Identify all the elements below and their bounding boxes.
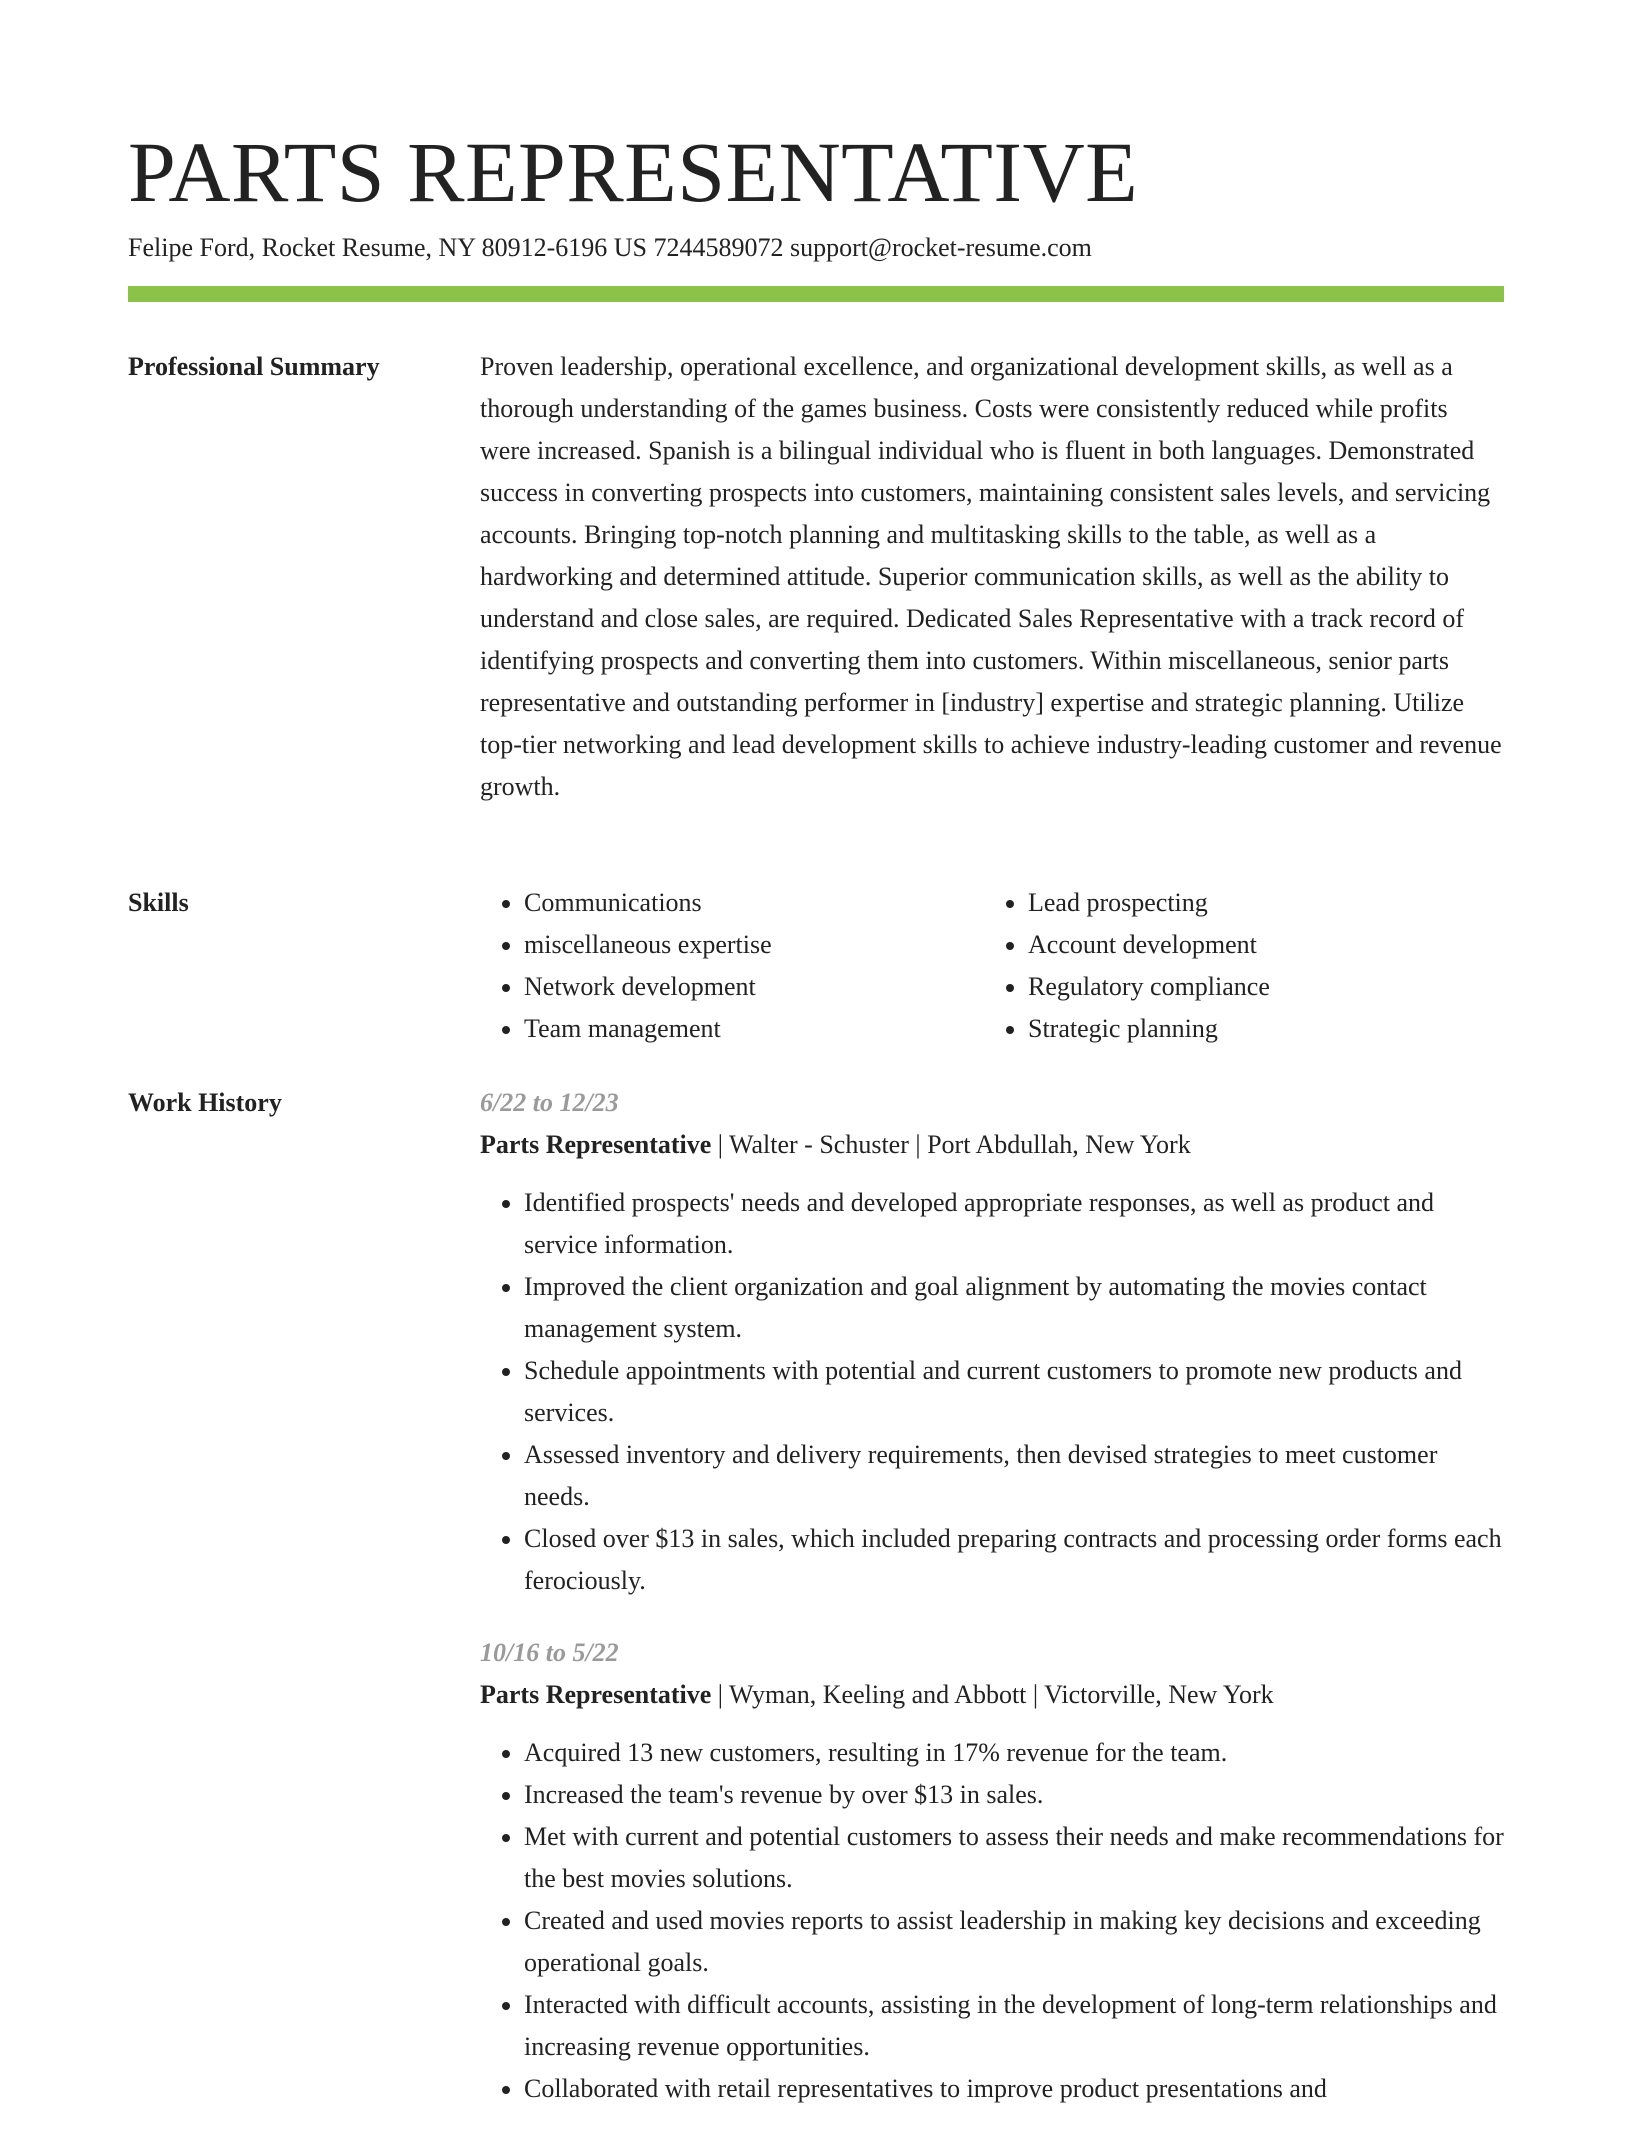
summary-text: Proven leadership, operational excellence, and organizational development skills, as well as a thorough understanding of the games business. Costs were consistently reduced while profits were increased. Spanish is a bilingual individual who is fluent in both languages. Demonstrated success in converting prospects into customers, maintaining consistent sales levels, and servicing accounts. Bringing top-notch planning and multitasking skills to the table, as well as a hardworking and determined attitude. Superior communication skills, as well as the ability to understand and close sales, are required. Dedicated Sales Representative with a track record of identifying prospects and converting them into customers. Within miscellaneous, senior parts representative and outstanding performer in [industry] expertise and strategic planning. Utilize top-tier networking and lead development skills to achieve industry-leading customer and revenue growth. bbox=[480, 352, 1502, 801]
job-title: Parts Representative bbox=[480, 1680, 712, 1709]
skill-item: • Lead prospecting bbox=[1028, 882, 1488, 924]
skill-item: • Regulatory compliance bbox=[1028, 966, 1488, 1008]
job-entry bbox=[480, 1082, 1504, 1602]
work-history-body bbox=[480, 1082, 1504, 2140]
job-entry bbox=[480, 1632, 1504, 2110]
job-heading bbox=[480, 1124, 1504, 1166]
summary-body bbox=[480, 346, 1504, 808]
job-dates: 6/22 to 12/23 bbox=[480, 1088, 619, 1117]
job-bullet: • Met with current and potential customers to assess their needs and make recommendations for the best movies solutions. bbox=[524, 1816, 1504, 1900]
job-dates: 10/16 to 5/22 bbox=[480, 1638, 619, 1667]
skill-item: • Network development bbox=[524, 966, 984, 1008]
summary-heading: Professional Summary bbox=[128, 352, 380, 381]
skill-item: • Strategic planning bbox=[1028, 1008, 1488, 1050]
job-bullet: • Assessed inventory and delivery requirements, then devised strategies to meet customer needs. bbox=[524, 1434, 1504, 1518]
skill-item: • miscellaneous expertise bbox=[524, 924, 984, 966]
skills-column-2 bbox=[984, 882, 1488, 1050]
job-employer-location: | Wyman, Keeling and Abbott | Victorville, New York bbox=[711, 1680, 1274, 1709]
skill-item: • Team management bbox=[524, 1008, 984, 1050]
skills-column-1 bbox=[480, 882, 984, 1050]
resume-title: PARTS REPRESENTATIVE bbox=[128, 124, 1139, 220]
job-bullet: • Collaborated with retail representatives to improve product presentations and bbox=[524, 2068, 1504, 2110]
job-bullet: • Schedule appointments with potential and current customers to promote new products and services. bbox=[524, 1350, 1504, 1434]
skills-body bbox=[480, 882, 1504, 1050]
job-bullet: • Closed over $13 in sales, which included preparing contracts and processing order forms each ferociously. bbox=[524, 1518, 1504, 1602]
job-bullet: • Increased the team's revenue by over $13 in sales. bbox=[524, 1774, 1504, 1816]
skill-item: • Communications bbox=[524, 882, 984, 924]
job-bullets bbox=[480, 1732, 1504, 2110]
job-employer-location: | Walter - Schuster | Port Abdullah, New York bbox=[711, 1130, 1191, 1159]
contact-line: Felipe Ford, Rocket Resume, NY 80912-6196 US 7244589072 support@rocket-resume.com bbox=[128, 233, 1092, 262]
job-heading bbox=[480, 1674, 1504, 1716]
job-bullet: • Acquired 13 new customers, resulting in 17% revenue for the team. bbox=[524, 1732, 1504, 1774]
job-bullets bbox=[480, 1182, 1504, 1602]
skills-heading: Skills bbox=[128, 888, 189, 917]
job-bullet: • Interacted with difficult accounts, assisting in the development of long-term relationships and increasing revenue opportunities. bbox=[524, 1984, 1504, 2068]
job-bullet: • Improved the client organization and goal alignment by automating the movies contact management system. bbox=[524, 1266, 1504, 1350]
work-history-heading: Work History bbox=[128, 1088, 282, 1117]
skill-item: • Account development bbox=[1028, 924, 1488, 966]
job-title: Parts Representative bbox=[480, 1130, 712, 1159]
job-bullet: • Identified prospects' needs and developed appropriate responses, as well as product and service information. bbox=[524, 1182, 1504, 1266]
job-bullet: • Created and used movies reports to assist leadership in making key decisions and exceeding operational goals. bbox=[524, 1900, 1504, 1984]
header-divider bbox=[128, 286, 1504, 302]
